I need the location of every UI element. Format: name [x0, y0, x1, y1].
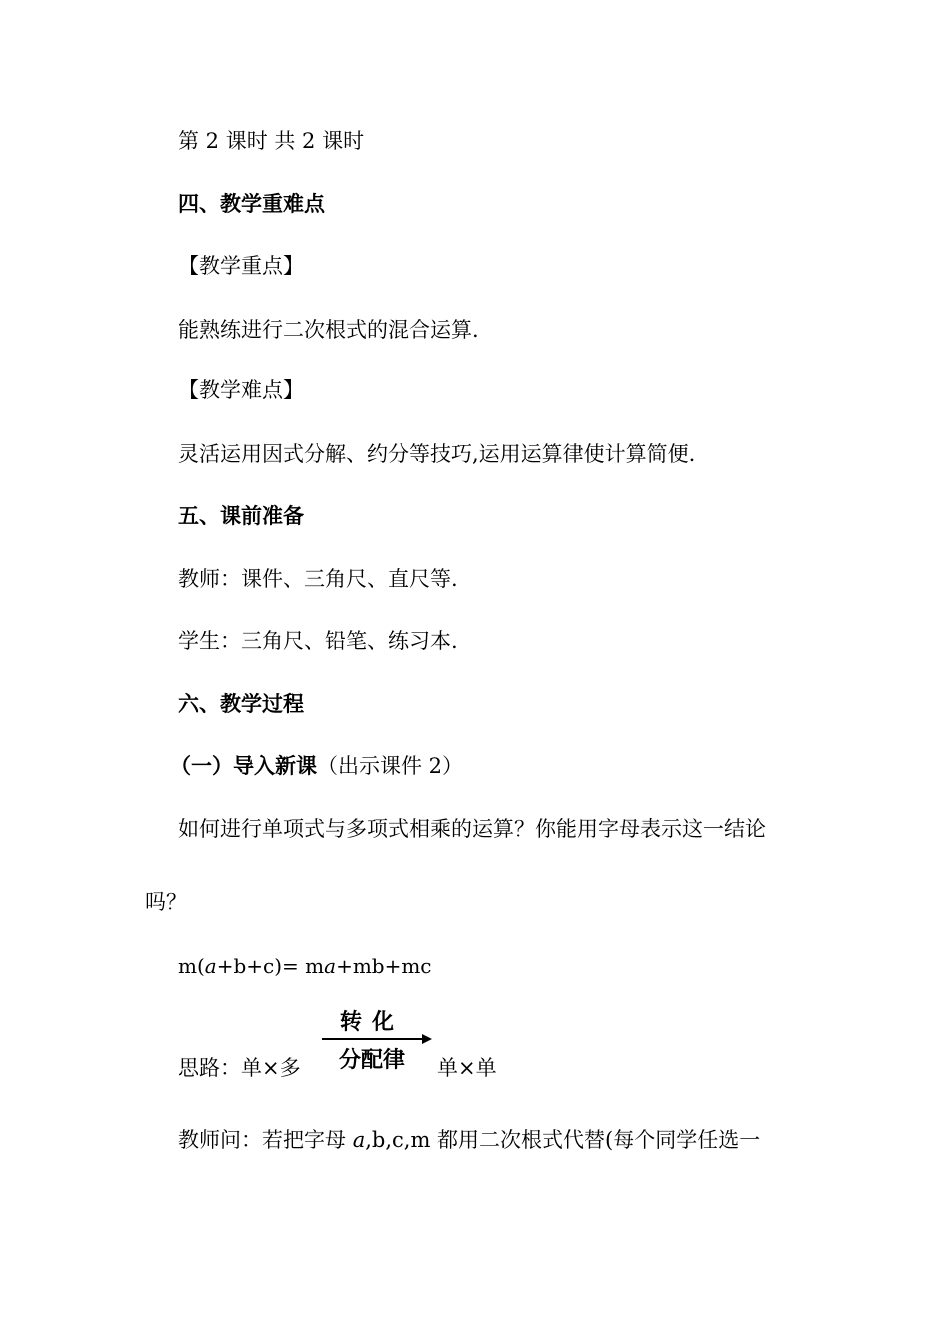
section-title-key-points: 四、教学重难点 [178, 192, 325, 216]
formula-variable: a [204, 954, 217, 978]
difficult-point-label: 【教学难点】 [178, 378, 304, 402]
section-title-preparation: 五、课前准备 [178, 504, 304, 528]
teacher-question-variable: a [352, 1128, 366, 1152]
formula-variable: a [324, 954, 337, 978]
formula-part: +mb+mc [336, 954, 432, 978]
idea-label: 思路：单×多 [178, 1056, 301, 1080]
section-title-process: 六、教学过程 [178, 692, 304, 716]
teacher-question-part: ,b,c,m 都用二次根式代替(每个同学任选一 [365, 1128, 761, 1152]
transform-arrow [322, 1003, 434, 1075]
difficult-point-text: 灵活运用因式分解、约分等技巧,运用运算律使计算简便. [178, 442, 696, 466]
subsection-intro [170, 752, 463, 780]
teacher-question-part: 教师问：若把字母 [178, 1128, 353, 1152]
arrow-top-label: 转化 [339, 1010, 404, 1035]
subsection-note: （出示课件 2） [317, 754, 464, 778]
formula-part: m( [178, 954, 205, 978]
teacher-materials: 教师：课件、三角尺、直尺等. [178, 567, 458, 591]
key-point-label: 【教学重点】 [178, 254, 304, 278]
formula [178, 952, 432, 980]
question-line-2: 吗？ [145, 890, 187, 914]
formula-part: +b+c)= m [216, 954, 325, 978]
teacher-question [178, 1126, 760, 1154]
arrow-bottom-label: 分配律 [338, 1048, 405, 1073]
lesson-period: 第 2 课时 共 2 课时 [178, 129, 365, 153]
student-materials: 学生：三角尺、铅笔、练习本. [178, 629, 458, 653]
key-point-text: 能熟练进行二次根式的混合运算. [178, 318, 479, 342]
idea-result: 单×单 [437, 1056, 497, 1080]
question-line-1: 如何进行单项式与多项式相乘的运算？你能用字母表示这一结论 [178, 817, 766, 841]
subsection-title: （一）导入新课 [170, 754, 317, 778]
